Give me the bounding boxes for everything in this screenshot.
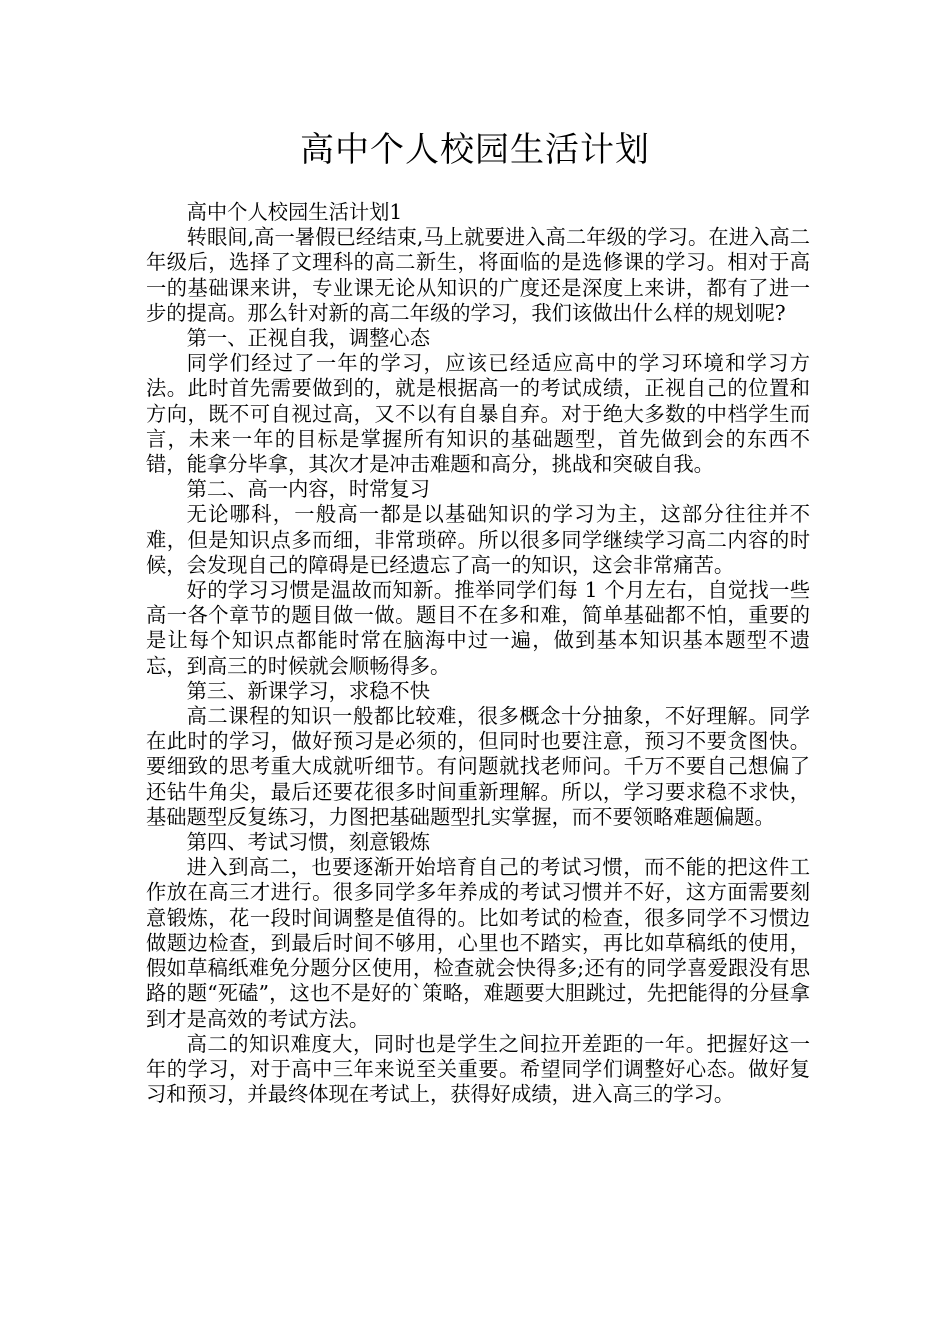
paragraph: 高二的知识难度大，同时也是学生之间拉开差距的一年。把握好这一年的学习，对于高中三年来说至关重要。希望同学们调整好心态。做好复习和预习，并最终体现在考试上，获得好成绩，进入高三的学习。 [146, 1031, 810, 1107]
document-title: 高中个人校园生活计划 [300, 130, 650, 170]
paragraph: 转眼间,高一暑假已经结束,马上就要进入高二年级的学习。在进入高二年级后，选择了文理科的高二新生，将面临的是选修课的学习。相对于高一的基础课来讲，专业课无论从知识的广度还是深度上来讲，都有了进一步的提高。那么针对新的高二年级的学习，我们该做出什么样的规划呢? [146, 225, 810, 325]
paragraph: 好的学习习惯是温故而知新。推举同学们每 1 个月左右，自觉找一些高一各个章节的题目做一做。题目不在多和难，简单基础都不怕，重要的是让每个知识点都能时常在脑海中过一遍，做到基本知识基本题型不遗忘，到高三的时候就会顺畅得多。 [146, 578, 810, 678]
paragraph: 高中个人校园生活计划1 [186, 200, 403, 224]
section-heading: 第二、高一内容，时常复习 [186, 477, 430, 502]
paragraph: 同学们经过了一年的学习，应该已经适应高中的学习环境和学习方法。此时首先需要做到的，就是根据高一的考试成绩，正视自己的位置和方向，既不可自视过高，又不以有自暴自弃。对于绝大多数的中档学生而言，未来一年的目标是掌握所有知识的基础题型，首先做到会的东西不错，能拿分毕拿，其次才是冲击难题和高分，挑战和突破自我。 [146, 351, 810, 477]
paragraph: 进入到高二，也要逐渐开始培育自己的考试习惯，而不能的把这件工作放在高三才进行。很多同学多年养成的考试习惯并不好，这方面需要刻意锻炼，花一段时间调整是值得的。比如考试的检查，很多同学不习惯边做题边检查，到最后时间不够用，心里也不踏实，再比如草稿纸的使用，假如草稿纸难免分题分区使用，检查就会快得多;还有的同学喜爱跟没有思路的题“死磕”，这也不是好的`策略，难题要大胆跳过，先把能得的分昼拿到才是高效的考试方法。 [146, 855, 810, 1031]
paragraph: 高二课程的知识一般都比较难，很多概念十分抽象，不好理解。同学在此时的学习，做好预习是必须的，但同时也要注意，预习不要贪图快。要细致的思考重大成就听细节。有问题就找老师问。千万不要自己想偏了还钻牛角尖，最后还要花很多时间重新理解。所以，学习要求稳不求快，基础题型反复练习，力图把基础题型扎实掌握，而不要领略难题偏题。 [146, 704, 810, 829]
section-heading: 第三、新课学习，求稳不快 [186, 678, 430, 703]
section-heading: 第四、考试习惯，刻意锻炼 [186, 830, 430, 855]
document-body [146, 200, 810, 1107]
section-heading: 第一、正视自我，调整心态 [186, 326, 430, 351]
paragraph: 无论哪科，一般高一都是以基础知识的学习为主，这部分往往并不难，但是知识点多而细，非常琐碎。所以很多同学继续学习高二内容的时候，会发现自己的障碍是已经遗忘了高一的知识，这会非常痛苦。 [146, 502, 810, 577]
